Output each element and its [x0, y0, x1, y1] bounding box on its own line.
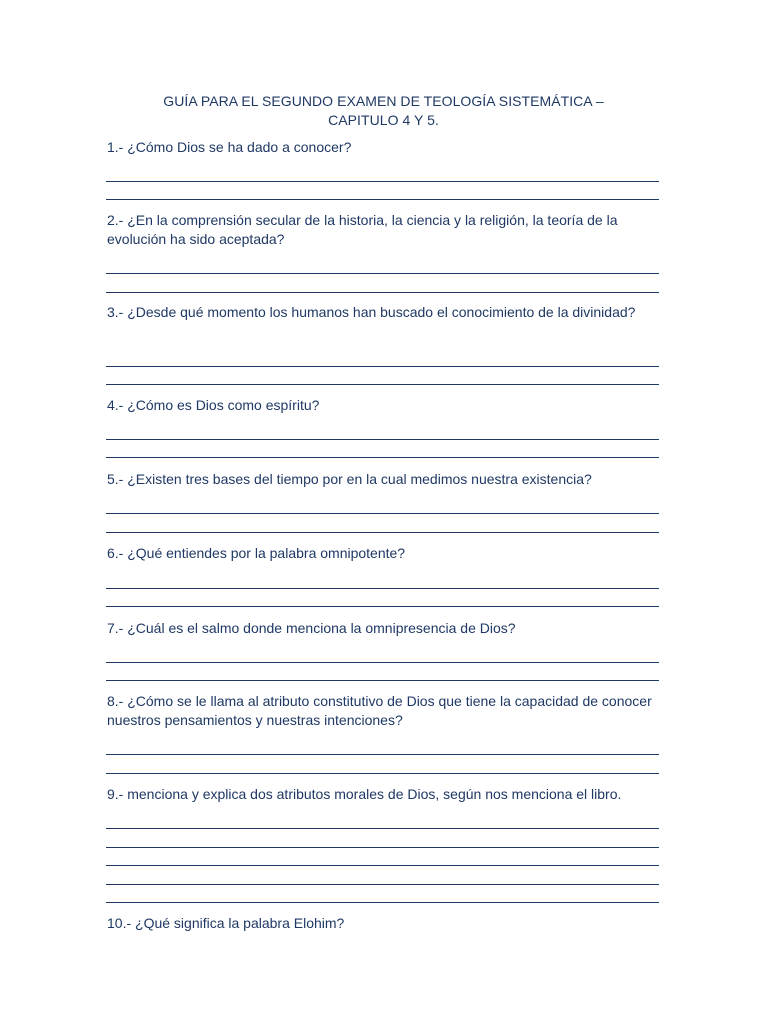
answer-line [106, 662, 659, 663]
answer-line [106, 588, 659, 589]
answer-line [106, 457, 659, 458]
question-2: 2.- ¿En la comprensión secular de la historia, la ciencia y la religión, la teoría de la evolución ha sido aceptada? [107, 212, 618, 247]
answer-line [106, 847, 659, 848]
answer-line [106, 439, 659, 440]
answer-line [106, 181, 659, 182]
answer-line [106, 532, 659, 533]
answer-line [106, 606, 659, 607]
answer-line [106, 680, 659, 681]
question-9: 9.- menciona y explica dos atributos morales de Dios, según nos menciona el libro. [107, 786, 622, 802]
question-4: 4.- ¿Cómo es Dios como espíritu? [107, 397, 320, 413]
question-7: 7.- ¿Cuál es el salmo donde menciona la omnipresencia de Dios? [107, 620, 516, 636]
answer-line [106, 384, 659, 385]
question-8: 8.- ¿Cómo se le llama al atributo constitutivo de Dios que tiene la capacidad de conocer nuestros pensamientos y nuestras intenciones? [107, 693, 652, 728]
page-title [107, 92, 660, 130]
question-1: 1.- ¿Cómo Dios se ha dado a conocer? [107, 139, 352, 155]
question-3: 3.- ¿Desde qué momento los humanos han buscado el conocimiento de la divinidad? [107, 304, 636, 320]
answer-line [106, 513, 659, 514]
answer-line [106, 828, 659, 829]
answer-line [106, 773, 659, 774]
answer-line [106, 902, 659, 903]
question-10: 10.- ¿Qué significa la palabra Elohim? [107, 915, 345, 931]
answer-line [106, 199, 659, 200]
answer-line [106, 292, 659, 293]
title-line-1: GUÍA PARA EL SEGUNDO EXAMEN DE TEOLOGÍA SISTEMÁTICA – [163, 93, 604, 109]
answer-line [106, 366, 659, 367]
question-5: 5.- ¿Existen tres bases del tiempo por en la cual medimos nuestra existencia? [107, 471, 592, 487]
answer-line [106, 273, 659, 274]
answer-line [106, 754, 659, 755]
answer-line [106, 865, 659, 866]
answer-line [106, 884, 659, 885]
title-line-2: CAPITULO 4 Y 5. [328, 112, 439, 128]
question-6: 6.- ¿Qué entiendes por la palabra omnipotente? [107, 545, 406, 561]
